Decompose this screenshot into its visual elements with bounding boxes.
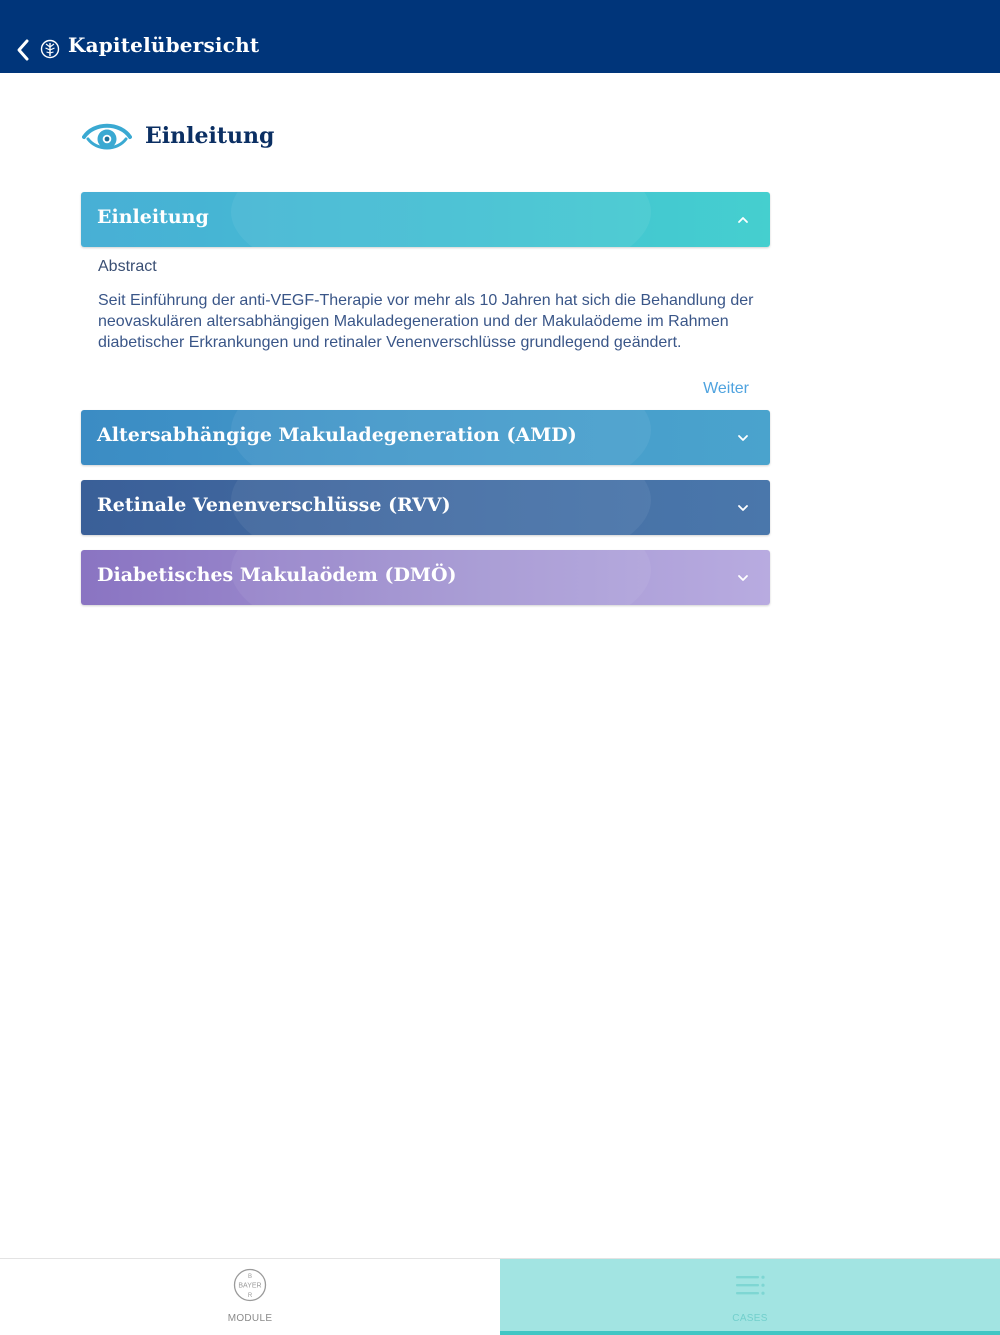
accordion-label: Einleitung xyxy=(97,206,209,228)
section-title: Einleitung xyxy=(145,123,275,149)
chevron-left-icon[interactable] xyxy=(12,36,36,64)
chevron-down-icon xyxy=(736,501,750,515)
bayer-cross-icon xyxy=(233,1268,267,1302)
tab-bar xyxy=(0,1258,1000,1335)
svg-text:R: R xyxy=(247,1293,253,1299)
abstract-heading: Abstract xyxy=(98,258,157,275)
eye-icon xyxy=(82,120,132,156)
accordion-content xyxy=(98,258,758,353)
accordion-dmoe[interactable] xyxy=(81,550,770,605)
list-icon xyxy=(733,1268,767,1302)
svg-text:B: B xyxy=(247,1274,253,1280)
tab-cases[interactable] xyxy=(500,1259,1000,1335)
top-bar xyxy=(0,0,1000,73)
page-title: Kapitelübersicht xyxy=(68,33,260,57)
accordion-label: Retinale Venenverschlüsse (RVV) xyxy=(97,494,451,516)
tab-label: CASES xyxy=(732,1313,768,1324)
tab-label: MODULE xyxy=(227,1313,273,1324)
abstract-text: Seit Einführung der anti-VEGF-Therapie vor mehr als 10 Jahren hat sich die Behandlung der neovaskulären altersabhängigen Makuladegeneration und der Makulaödeme im Rahmen diabetischer Erkrankungen und retinaler Venenverschlüsse grundlegend geändert. xyxy=(98,292,754,351)
chevron-up-icon xyxy=(736,213,750,227)
weiter-link[interactable]: Weiter xyxy=(703,380,749,397)
accordion-einleitung[interactable] xyxy=(81,192,770,247)
svg-text:BAYER: BAYER xyxy=(238,1282,262,1290)
tree-logo-icon xyxy=(40,38,60,60)
tab-module[interactable] xyxy=(0,1259,500,1335)
accordion-label: Diabetisches Makulaödem (DMÖ) xyxy=(97,564,457,586)
accordion-amd[interactable] xyxy=(81,410,770,465)
accordion-label: Altersabhängige Makuladegeneration (AMD) xyxy=(97,424,577,446)
chevron-down-icon xyxy=(736,431,750,445)
accordion-rvv[interactable] xyxy=(81,480,770,535)
chevron-down-icon xyxy=(736,571,750,585)
